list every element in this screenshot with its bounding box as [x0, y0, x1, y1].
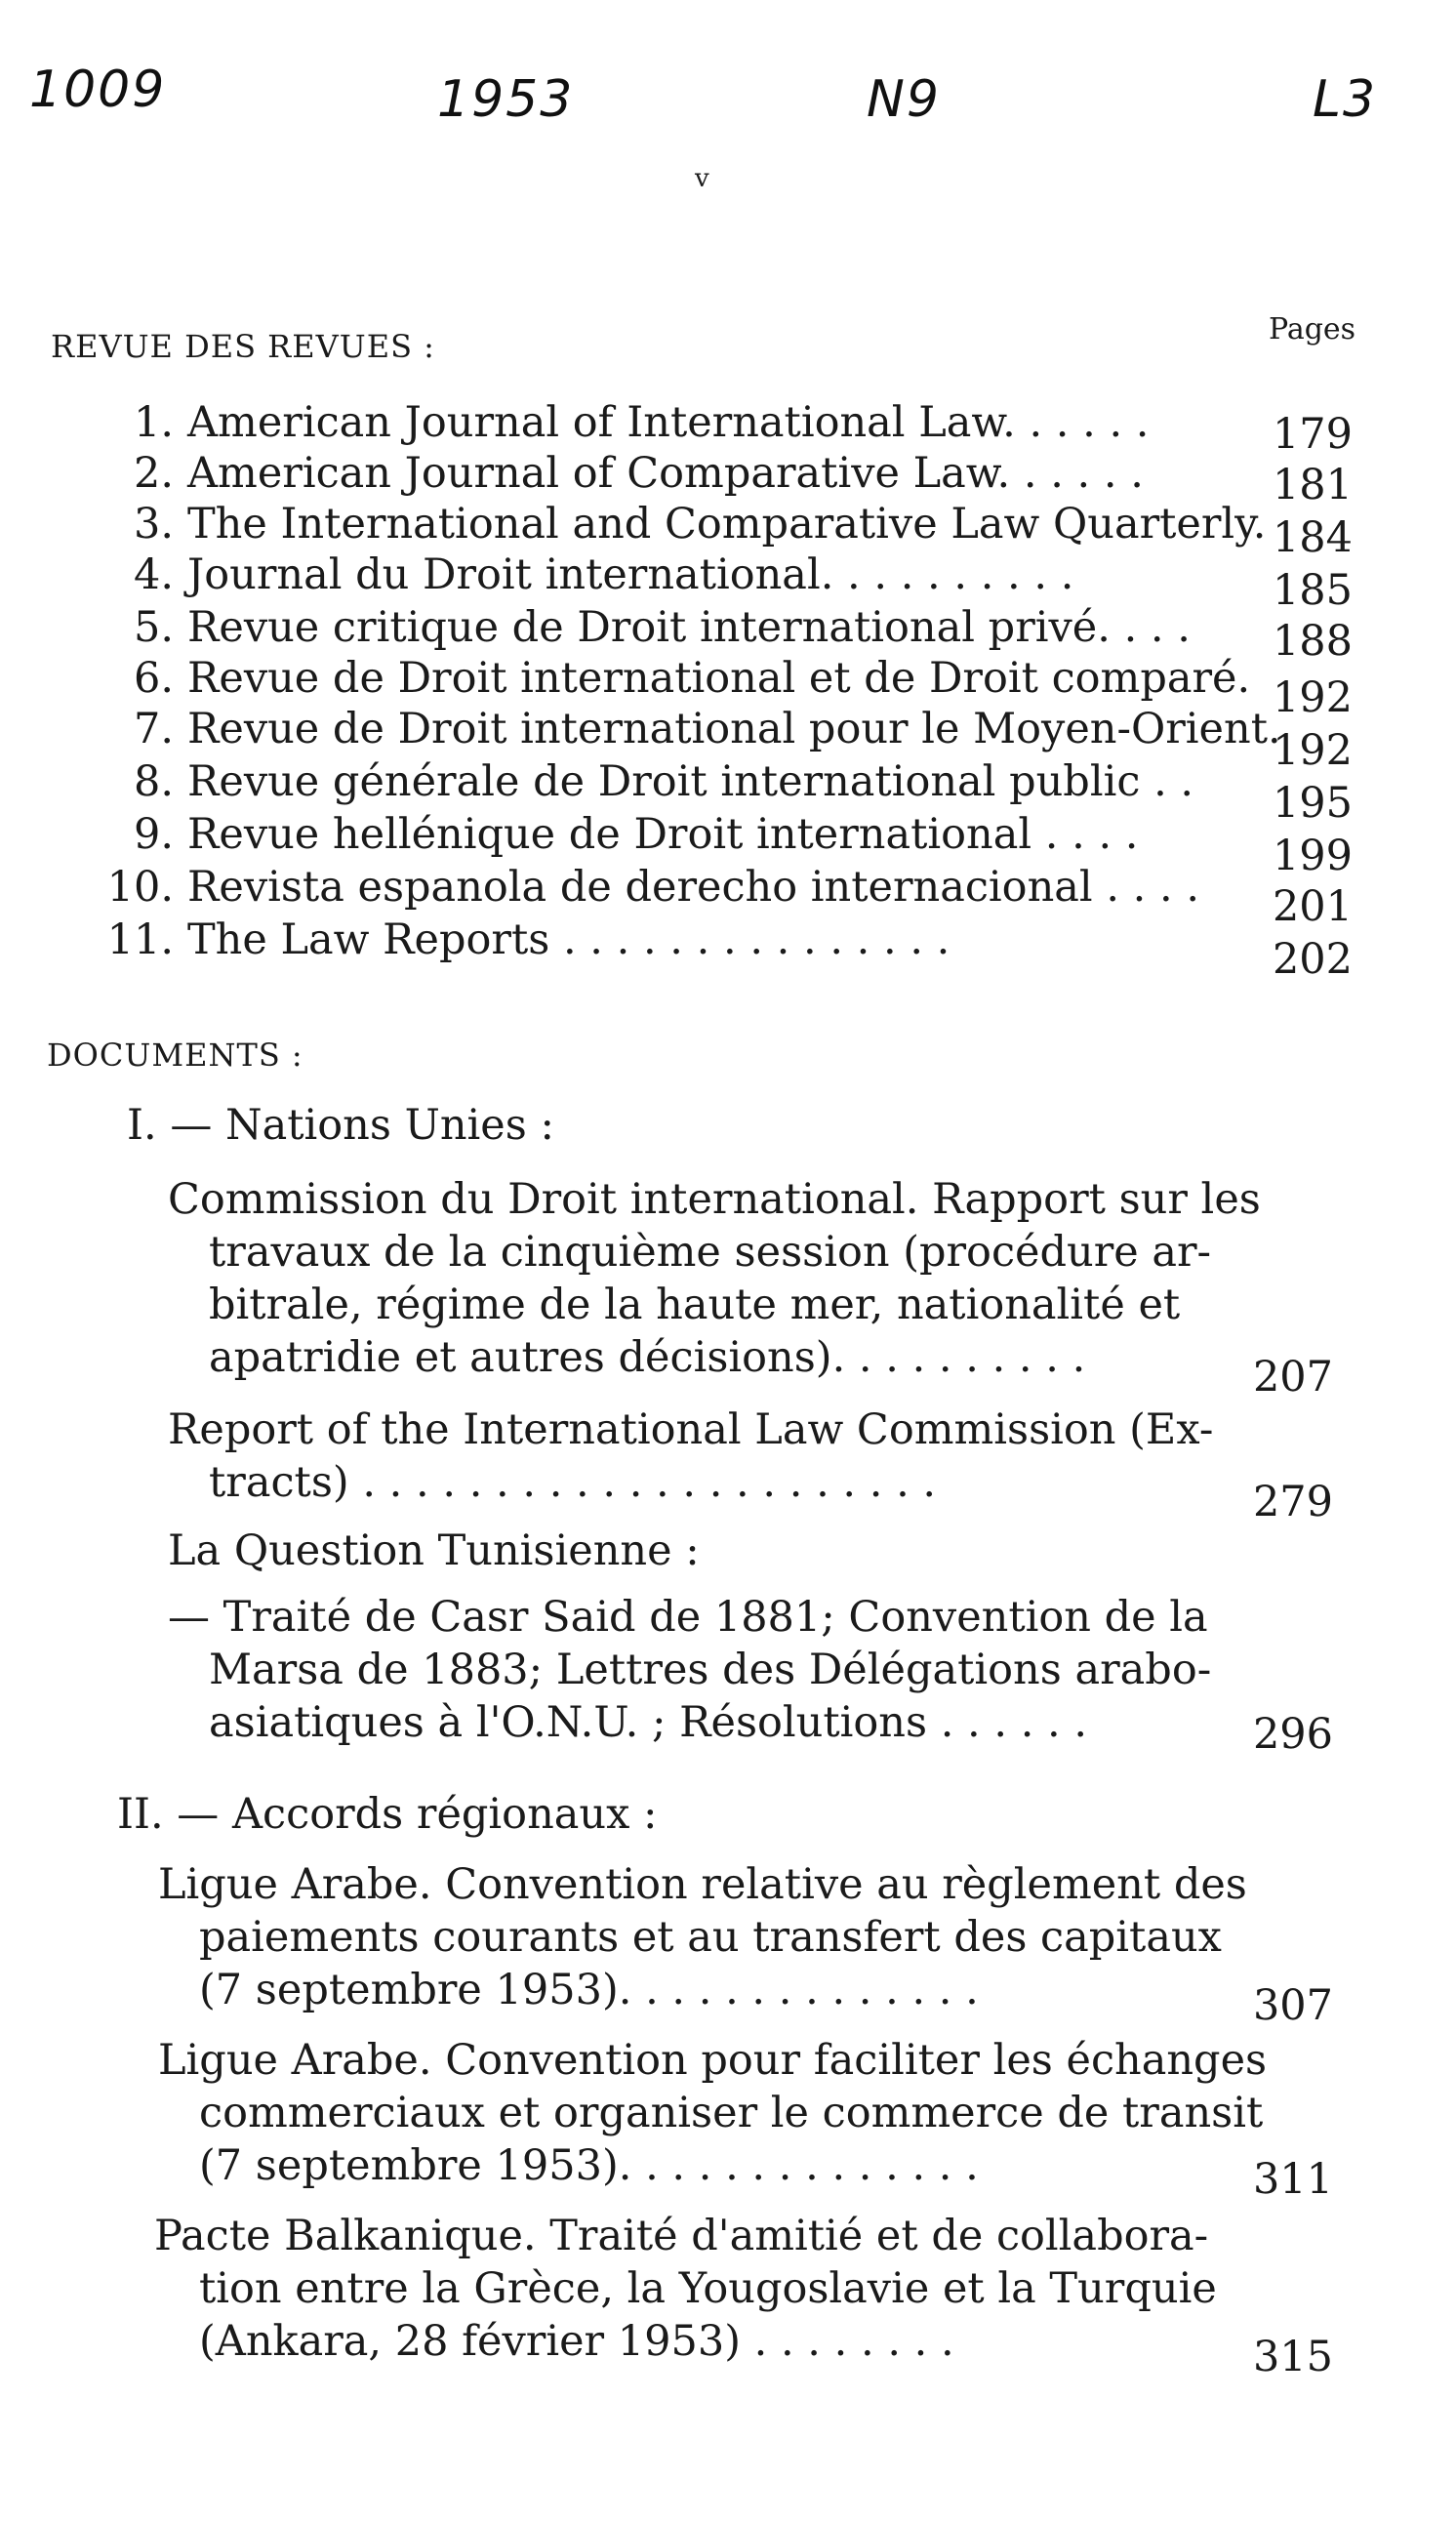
subsection-title: I. — Nations Unies :	[127, 1101, 554, 1150]
entry-line: paiements courants et au transfert des capitaux	[199, 1913, 1222, 1962]
entry-line: Commission du Droit international. Rapport sur les	[168, 1175, 1261, 1224]
list-item: 9. Revue hellénique de Droit international . . . .	[133, 810, 1139, 859]
page-number: 202	[1272, 935, 1354, 984]
entry-line: Pacte Balkanique. Traité d'amitié et de collabora-	[154, 2212, 1209, 2260]
page-number: 188	[1272, 617, 1354, 666]
page-folio: v	[695, 164, 709, 193]
list-item: 4. Journal du Droit international. . . . . . . . . .	[133, 550, 1074, 599]
entry-line: (Ankara, 28 février 1953) . . . . . . . .	[199, 2317, 954, 2366]
entry-line: (7 septembre 1953). . . . . . . . . . . . . .	[199, 2141, 979, 2190]
entry-line: Report of the International Law Commission (Ex-	[168, 1405, 1214, 1454]
page-number: 315	[1252, 2333, 1334, 2381]
pages-column-header: Pages	[1269, 312, 1356, 346]
list-item: 10. Revista espanola de derecho internacional . . . .	[106, 863, 1199, 912]
handwritten-annotation: N9	[867, 70, 941, 129]
page-number: 181	[1272, 461, 1354, 509]
entry-line: tracts) . . . . . . . . . . . . . . . . . . . . . .	[209, 1458, 937, 1507]
entry-line: apatridie et autres décisions). . . . . . . . . .	[209, 1333, 1086, 1382]
list-item: 8. Revue générale de Droit international public . .	[133, 757, 1194, 806]
handwritten-annotation: 1953	[437, 70, 575, 129]
handwritten-annotation: 1009	[29, 61, 167, 119]
entry-line: asiatiques à l'O.N.U. ; Résolutions . . . . . .	[209, 1698, 1088, 1747]
entry-line: bitrale, régime de la haute mer, nationalité et	[209, 1281, 1181, 1329]
page-number: 185	[1272, 566, 1354, 615]
page-number: 192	[1272, 726, 1354, 775]
page-number: 307	[1252, 1981, 1334, 2030]
list-item: 2. American Journal of Comparative Law. . . . . .	[133, 449, 1144, 498]
entry-line: travaux de la cinquième session (procédure ar-	[209, 1228, 1212, 1277]
section-heading-revue: REVUE DES REVUES :	[51, 328, 435, 365]
handwritten-annotation: L3	[1313, 70, 1378, 129]
list-item: 6. Revue de Droit international et de Droit comparé.	[133, 654, 1251, 703]
page-number: 201	[1272, 882, 1354, 931]
list-item: 11. The Law Reports . . . . . . . . . . . . . . .	[106, 915, 950, 964]
page-number: 192	[1272, 673, 1354, 722]
subsection-title: II. — Accords régionaux :	[117, 1790, 658, 1839]
entry-line: commerciaux et organiser le commerce de transit	[199, 2089, 1264, 2137]
page-number: 296	[1252, 1710, 1334, 1759]
page-number: 207	[1252, 1353, 1334, 1402]
list-item: 7. Revue de Droit international pour le Moyen-Orient.	[133, 705, 1281, 753]
entry-line: Ligue Arabe. Convention relative au règlement des	[158, 1860, 1247, 1909]
page-number: 184	[1272, 513, 1354, 562]
entry-line: — Traité de Casr Said de 1881; Convention de la	[168, 1593, 1208, 1642]
page-number: 195	[1272, 779, 1354, 828]
page-number: 311	[1252, 2155, 1334, 2204]
list-item: 3. The International and Comparative Law Quarterly.	[133, 500, 1267, 549]
entry-line: (7 septembre 1953). . . . . . . . . . . . . .	[199, 1966, 979, 2014]
list-item: 1. American Journal of International Law. . . . . .	[133, 398, 1150, 447]
entry-line: Marsa de 1883; Lettres des Délégations arabo-	[209, 1646, 1212, 1694]
section-heading-documents: DOCUMENTS :	[47, 1037, 303, 1074]
entry-line: Ligue Arabe. Convention pour faciliter les échanges	[158, 2036, 1268, 2085]
entry-title: La Question Tunisienne :	[168, 1526, 700, 1575]
page-number: 179	[1272, 410, 1354, 459]
list-item: 5. Revue critique de Droit international privé. . . .	[133, 603, 1191, 652]
page-number: 199	[1272, 832, 1354, 880]
page-number: 279	[1252, 1478, 1334, 1526]
entry-line: tion entre la Grèce, la Yougoslavie et la Turquie	[199, 2264, 1217, 2313]
